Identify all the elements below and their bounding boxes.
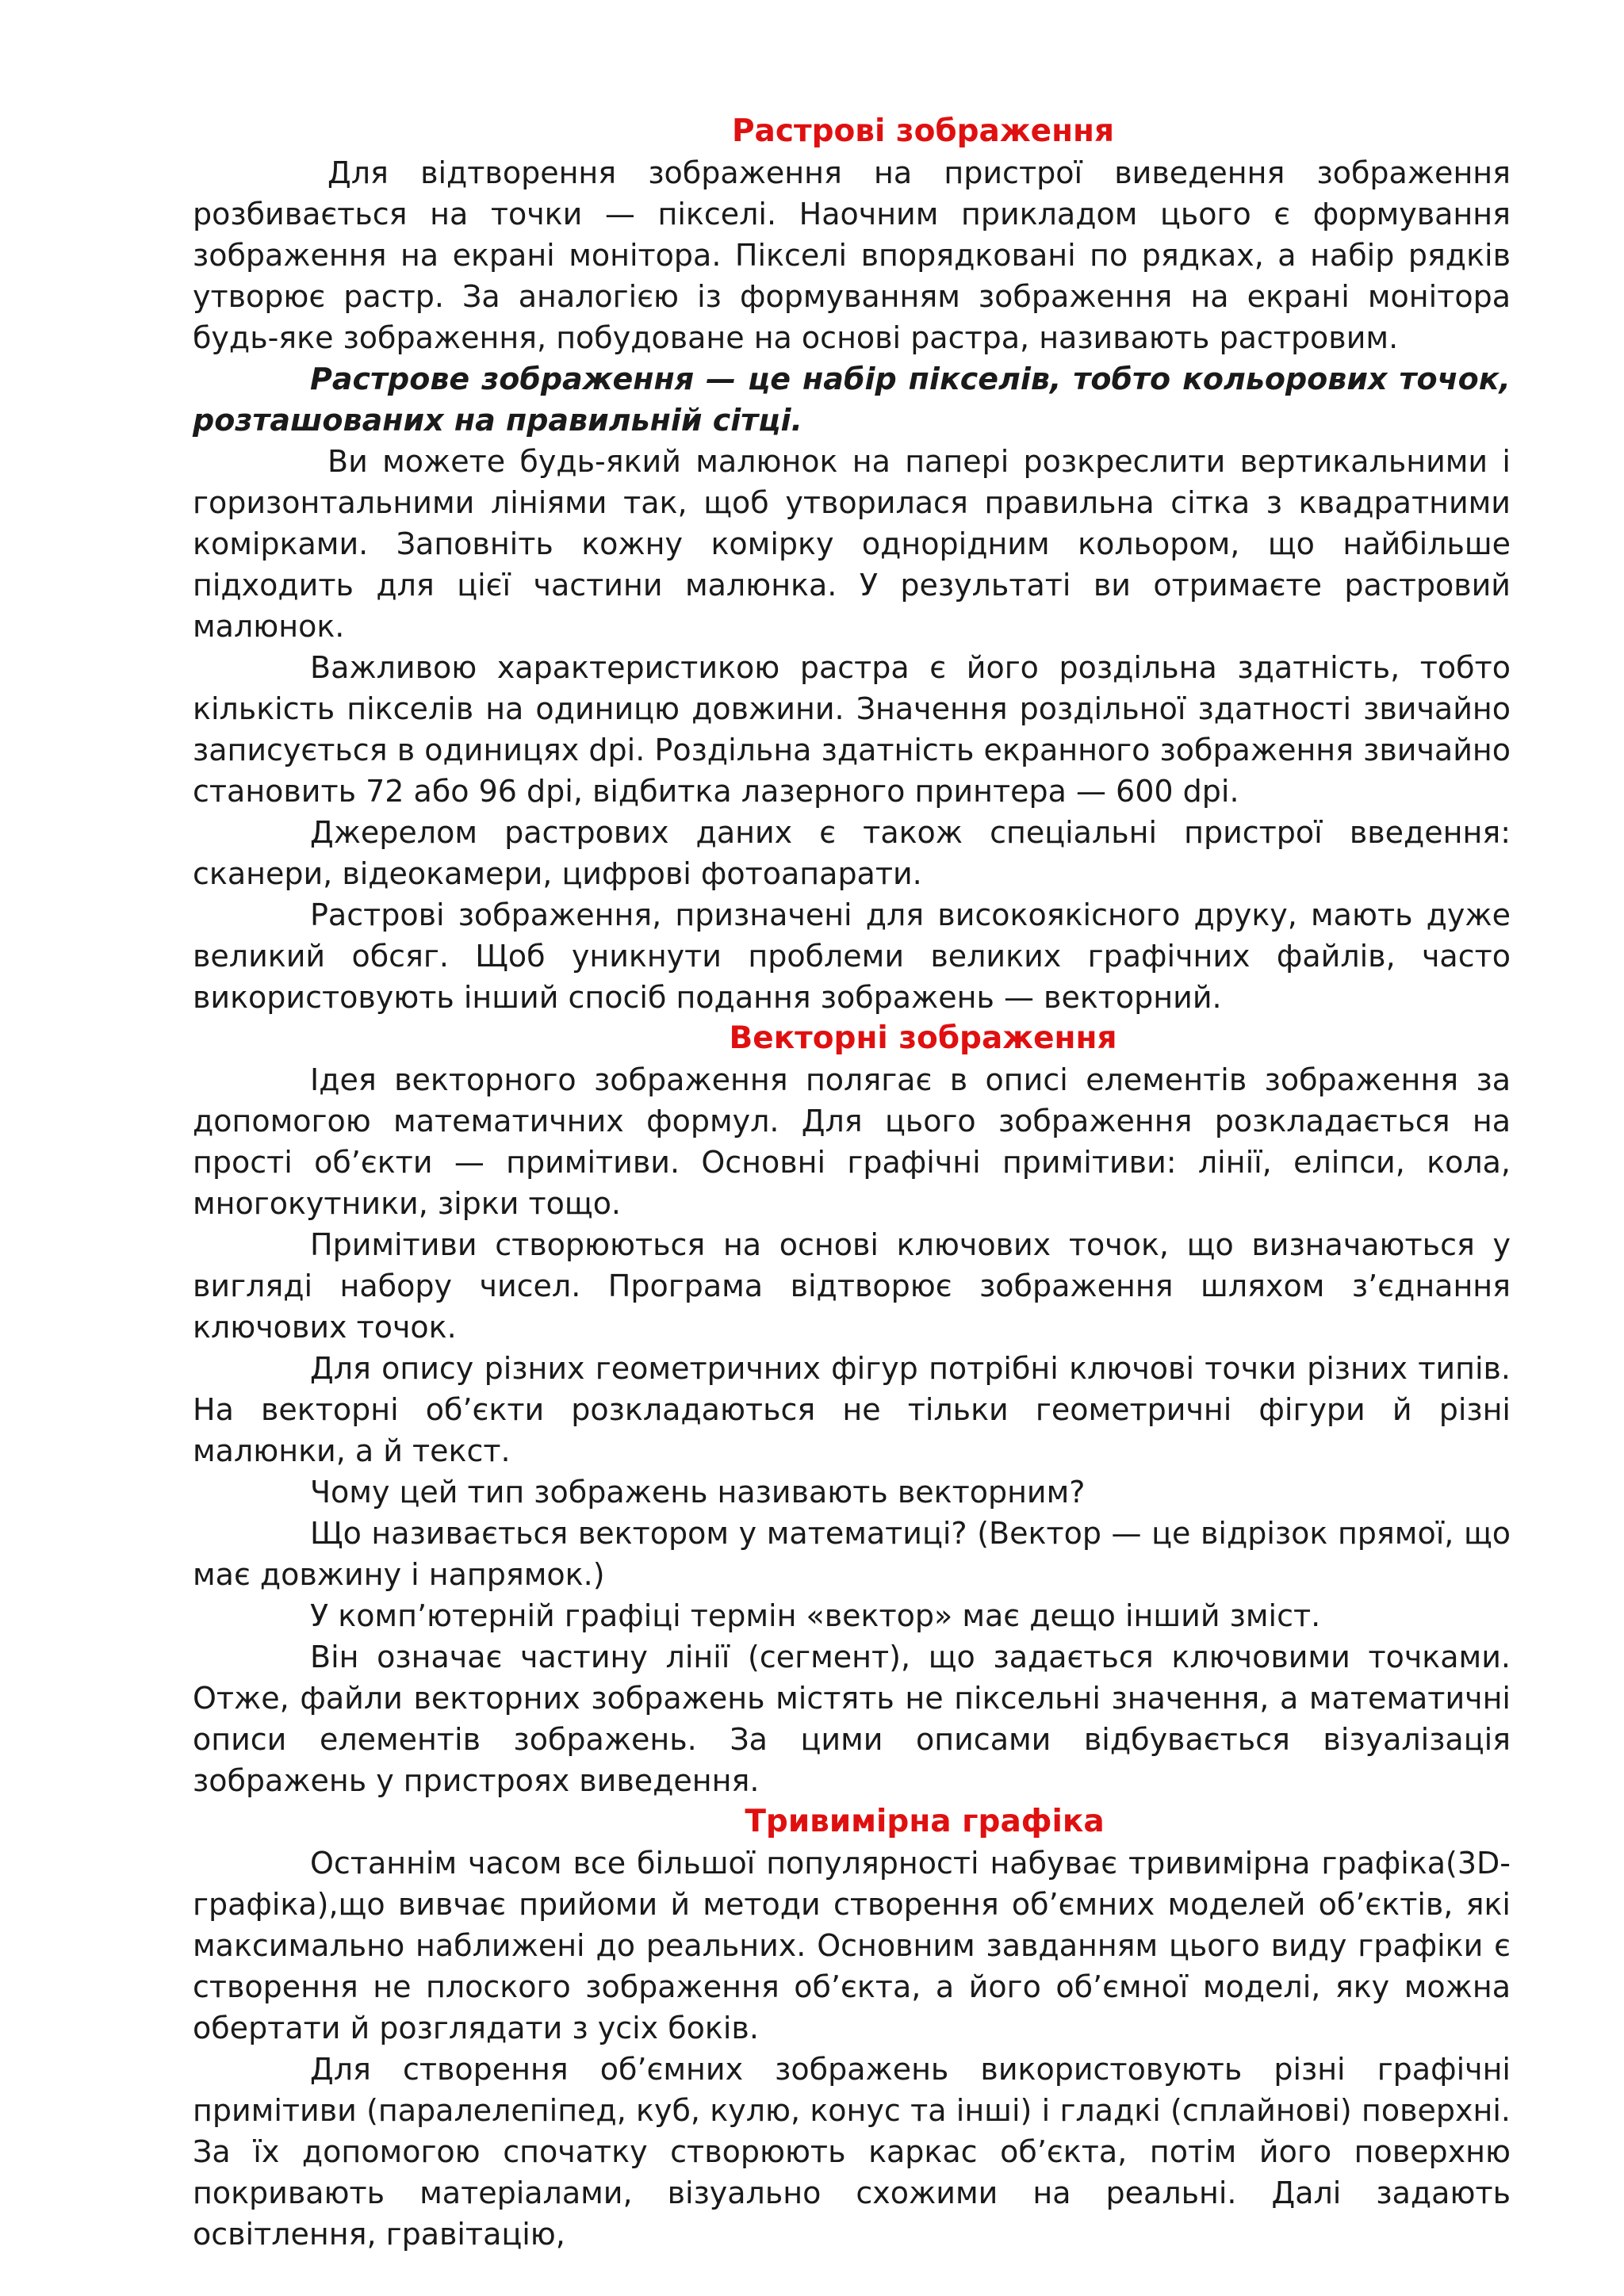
paragraph-vector-segment: Він означає частину лінії (сегмент), що задається ключовими точками. Отже, файли векторних зображень містять не піксельні значення, а математичні описи елементів зображень. За цими описами відбувається візуалізація зображень у пристроях виведення. xyxy=(193,1640,1511,1798)
paragraph-raster-grid: Ви можете будь-який малюнок на папері розкреслити вертикальними і горизонтальними лініями так, щоб утворилася правильна сітка з квадратними комірками. Заповніть кожну комірку однорідним кольором, що найбільше підходить для цієї частини малюнка. У результаті ви отримаєте растровий малюнок. xyxy=(193,444,1511,644)
paragraph-vector-math: Що називається вектором у математиці? (Вектор — це відрізок прямої, що має довжину і напрямок.) xyxy=(193,1516,1511,1592)
heading-3d-graphics: Тривимірна графіка xyxy=(745,1804,1105,1839)
paragraph-raster-sources: Джерелом растрових даних є також спеціальні пристрої введення: сканери, відеокамери, цифрові фотоапарати. xyxy=(193,815,1511,891)
paragraph-vector-keypoints: Для опису різних геометричних фігур потрібні ключові точки різних типів. На векторні об’єкти розкладаються не тільки геометричні фігури й різні малюнки, а й текст. xyxy=(193,1351,1511,1468)
paragraph-raster-resolution: Важливою характеристикою растра є його роздільна здатність, тобто кількість пікселів на одиницю довжини. Значення роздільної здатності звичайно записується в одиницях dpi. Роздільна здатність екранного зображення звичайно становить 72 або 96 dpi, відбитка лазерного принтера — 600 dpi. xyxy=(193,650,1511,809)
paragraph-vector-question: Чому цей тип зображень називають векторним? xyxy=(310,1475,1086,1510)
heading-raster-images: Растрові зображення xyxy=(731,113,1115,149)
document-page xyxy=(193,111,1511,2255)
paragraph-3d-creation: Для створення об’ємних зображень використовують різні графічні примітиви (паралелепіпед, куб, кулю, конус та інші) і гладкі (сплайнові) поверхні. За їх допомогою спочатку створюють каркас об’єкта, потім його поверхню покривають матеріалами, візуально схожими на реальні. Далі задають освітлення, гравітацію, xyxy=(193,2052,1511,2252)
paragraph-vector-idea: Ідея векторного зображення полягає в описі елементів зображення за допомогою математичних формул. Для цього зображення розкладається на прості об’єкти — примітиви. Основні графічні примітиви: лінії, еліпси, кола, многокутники, зірки тощо. xyxy=(193,1062,1511,1221)
paragraph-vector-primitives: Примітиви створюються на основі ключових точок, що визначаються у вигляді набору чисел. Програма відтворює зображення шляхом з’єднання ключових точок. xyxy=(193,1227,1511,1345)
heading-vector-images: Векторні зображення xyxy=(729,1020,1117,1056)
paragraph-raster-size: Растрові зображення, призначені для високоякісного друку, мають дуже великий обсяг. Щоб уникнути проблеми великих графічних файлів, часто використовують інший спосіб подання зображень — векторний. xyxy=(193,897,1511,1015)
paragraph-3d-intro: Останнім часом все більшої популярності набуває тривимірна графіка(3D-графіка),що вивчає прийоми й методи створення об’ємних моделей об’єктів, які максимально наближені до реальних. Основним завданням цього виду графіки є створення не плоского зображення об’єкта, а його об’ємної моделі, яку можна обертати й розглядати з усіх боків. xyxy=(193,1846,1511,2045)
definition-raster: Растрове зображення — це набір пікселів, тобто кольорових точок, розташованих на правильній сітці. xyxy=(193,362,1511,438)
paragraph-raster-intro: Для відтворення зображення на пристрої виведення зображення розбивається на точки — пікселі. Наочним прикладом цього є формування зображення на екрані монітора. Пікселі впорядковані по рядках, а набір рядків утворює растр. За аналогією із формуванням зображення на екрані монітора будь-яке зображення, побудоване на основі растра, називають растровим. xyxy=(193,155,1511,355)
paragraph-vector-term: У комп’ютерній графіці термін «вектор» має дещо інший зміст. xyxy=(310,1598,1321,1633)
